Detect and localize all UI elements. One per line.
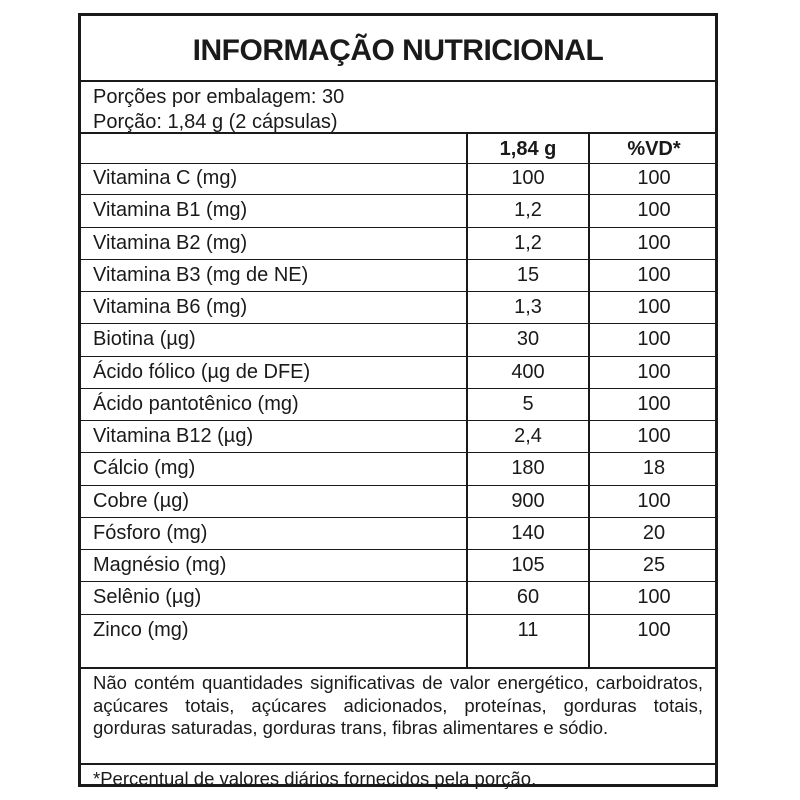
nutrient-dv: 100 [637,586,671,609]
nutrient-dv: 100 [637,263,671,286]
dv-footnote: *Percentual de valores diários fornecidos pela porção. [93,768,537,789]
nutrient-dv: 100 [637,489,671,512]
nutrient-amount: 900 [511,489,545,512]
nutrient-dv: 100 [637,199,671,222]
table-row [81,292,715,324]
nutrient-dv: 100 [637,392,671,415]
table-row [81,486,715,518]
not-significant-note: Não contém quantidades significativas de valor energético, carboidratos, açúcares totais, açúcares adicionados, proteínas, gorduras totais, gorduras saturadas, gorduras trans, fibras alimentares e sódio. [93,672,703,738]
nutrient-dv: 100 [637,328,671,351]
table-row [81,453,715,485]
nutrient-amount: 1,2 [514,199,542,222]
nutrient-name: Zinco (mg) [93,619,189,642]
table-bottom-divider [81,667,715,669]
nutrient-name: Ácido fólico (µg de DFE) [93,360,311,383]
nutrient-dv: 25 [642,554,666,577]
nutrient-amount: 105 [511,554,545,577]
column-header-dv: %VD* [627,138,681,160]
label-title: INFORMAÇÃO NUTRICIONAL [192,34,604,67]
table-row [81,389,715,421]
nutrient-amount: 30 [516,328,540,351]
nutrient-name: Vitamina B6 (mg) [93,296,248,319]
nutrient-amount: 60 [516,586,540,609]
nutrient-amount: 140 [511,521,545,544]
table-row [81,195,715,227]
note-divider [81,763,715,765]
table-row [81,421,715,453]
nutrient-name: Selênio (µg) [93,586,202,609]
column-header-amount: 1,84 g [499,138,557,160]
nutrient-name: Vitamina B3 (mg de NE) [93,263,309,286]
nutrient-amount: 180 [511,457,545,480]
title-divider [81,80,715,82]
nutrient-amount: 1,3 [514,296,542,319]
table-row [81,324,715,356]
nutrition-facts-label [78,13,718,787]
nutrient-name: Fósforo (mg) [93,521,208,544]
nutrient-name: Cálcio (mg) [93,457,196,480]
nutrient-dv: 100 [637,167,671,190]
table-row [81,615,715,647]
table-row [81,518,715,550]
nutrient-dv: 100 [637,231,671,254]
nutrient-name: Vitamina B12 (µg) [93,425,254,448]
table-row [81,550,715,582]
nutrient-dv: 100 [637,296,671,319]
table-row [81,260,715,292]
nutrient-amount: 100 [511,167,545,190]
nutrient-name: Biotina (µg) [93,328,196,351]
nutrient-amount: 5 [522,392,534,415]
table-row [81,163,715,195]
nutrient-amount: 1,2 [514,231,542,254]
table-row [81,582,715,614]
nutrient-name: Vitamina C (mg) [93,167,238,190]
table-row [81,228,715,260]
nutrient-dv: 100 [637,425,671,448]
nutrient-name: Vitamina B2 (mg) [93,231,248,254]
nutrient-amount: 2,4 [514,425,542,448]
nutrient-name: Vitamina B1 (mg) [93,199,248,222]
nutrient-amount: 15 [516,263,540,286]
nutrient-dv: 18 [642,457,666,480]
nutrient-name: Magnésio (mg) [93,554,227,577]
nutrient-table [81,163,715,647]
serving-size: Porção: 1,84 g (2 cápsulas) [93,111,338,133]
nutrient-name: Cobre (µg) [93,489,189,512]
nutrient-amount: 400 [511,360,545,383]
nutrient-name: Ácido pantotênico (mg) [93,392,299,415]
nutrient-amount: 11 [517,619,539,642]
nutrient-dv: 20 [642,521,666,544]
servings-per-package: Porções por embalagem: 30 [93,86,345,108]
nutrient-dv: 100 [637,360,671,383]
table-row [81,357,715,389]
nutrient-dv: 100 [637,619,671,642]
